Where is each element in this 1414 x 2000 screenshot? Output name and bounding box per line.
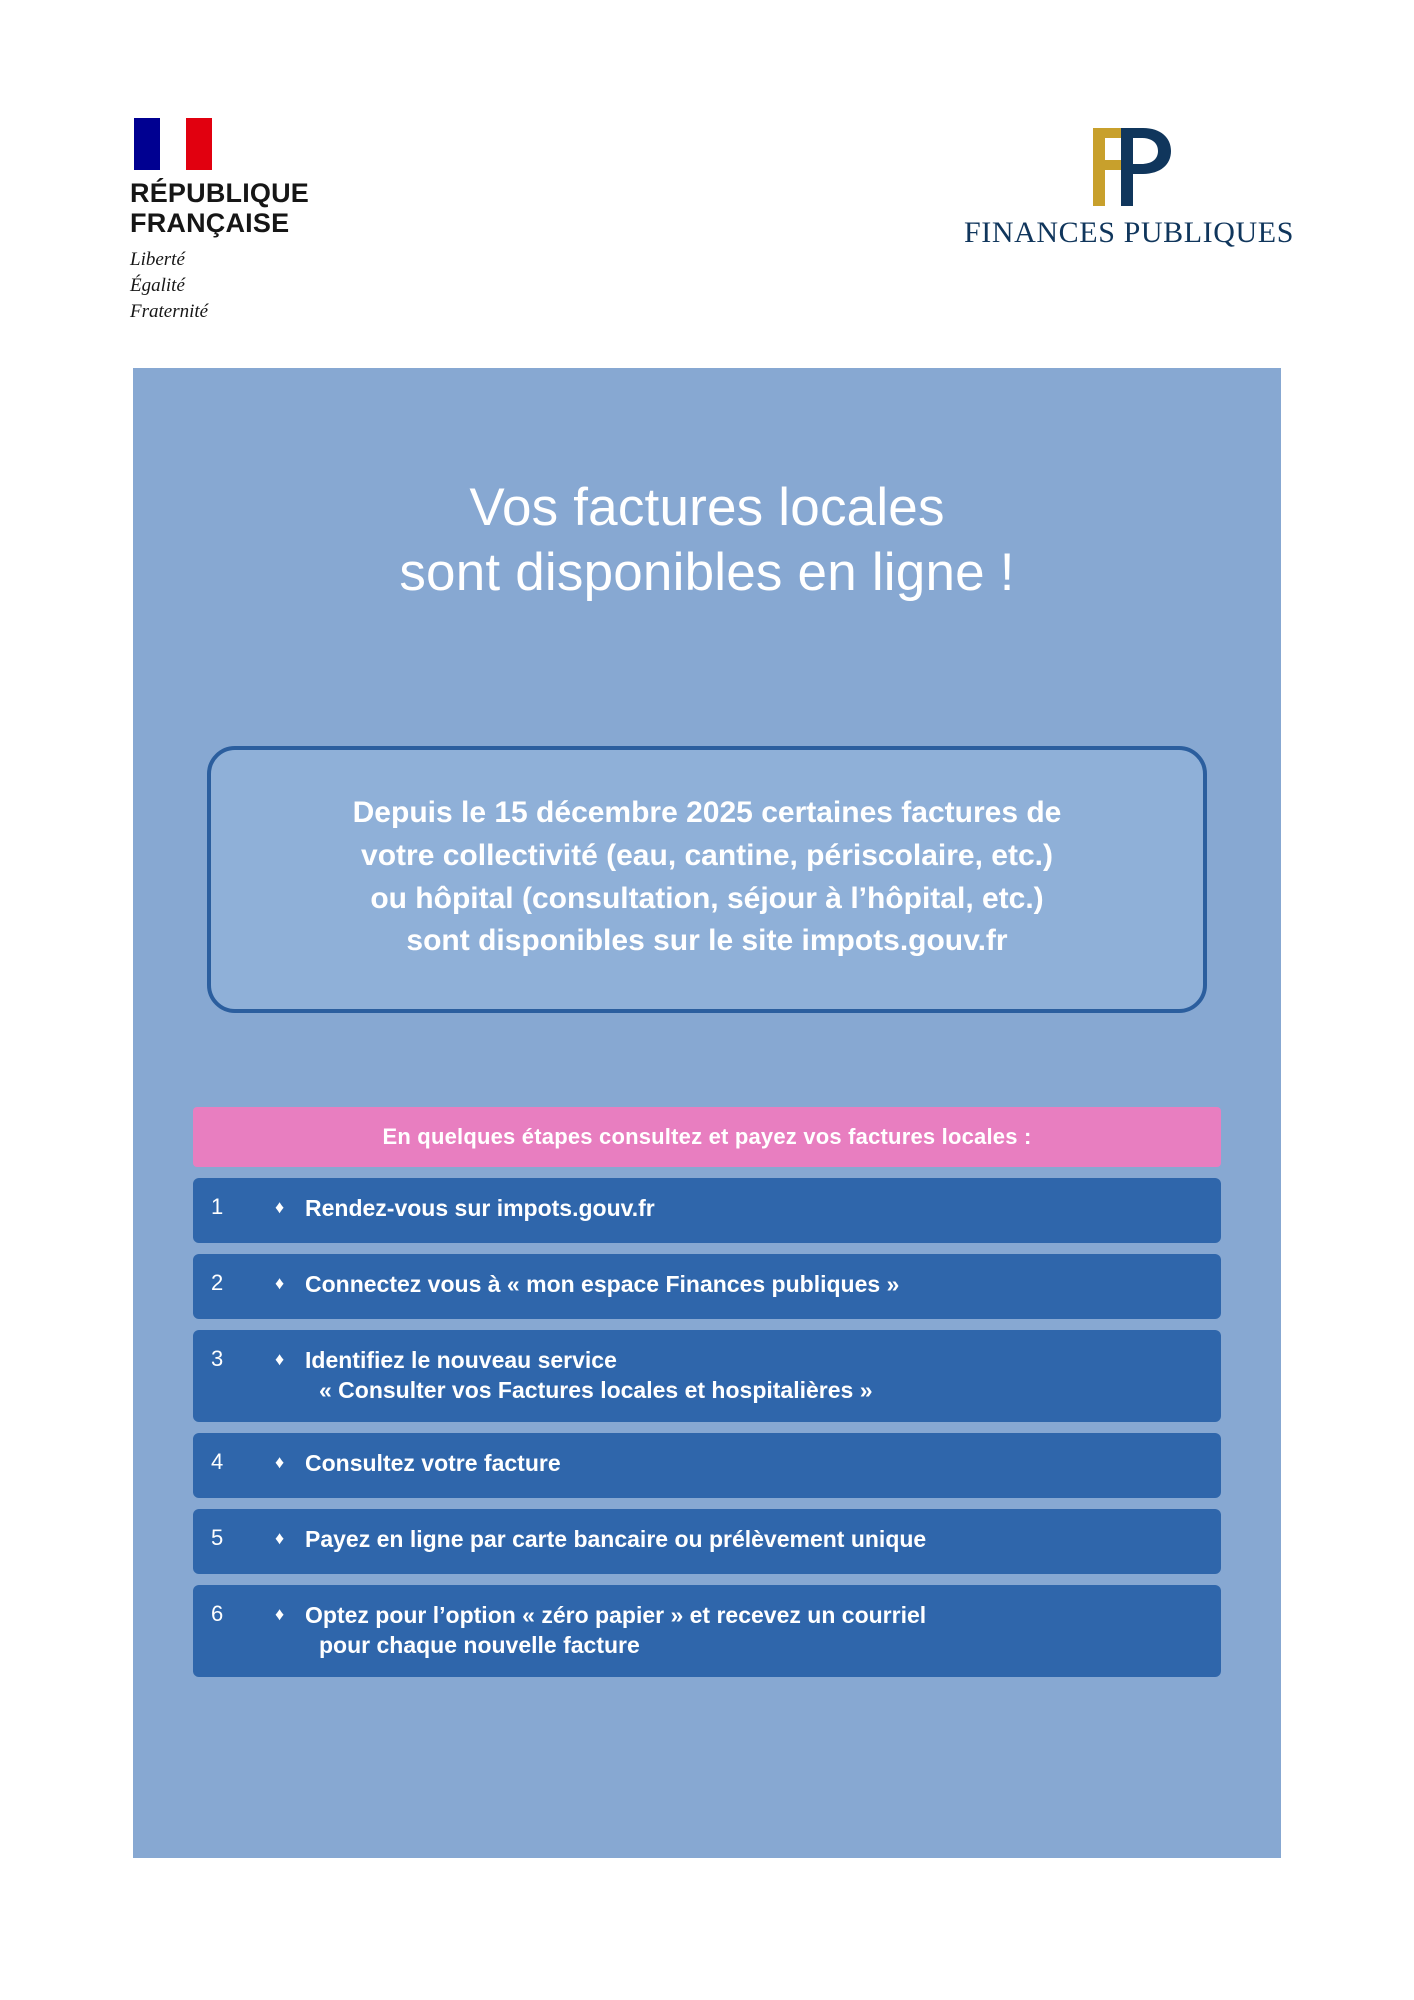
step-number: 1 bbox=[211, 1193, 224, 1219]
step-row bbox=[193, 1585, 1221, 1677]
step-text bbox=[297, 1524, 1203, 1555]
diamond-bullet-icon: ♦ bbox=[275, 1196, 285, 1217]
motto-line-1: Liberté bbox=[130, 249, 185, 271]
diamond-bullet-icon: ♦ bbox=[275, 1527, 285, 1548]
callout-line-4: sont disponibles sur le site impots.gouv.fr bbox=[406, 924, 1008, 958]
step-row bbox=[193, 1254, 1221, 1319]
page-title bbox=[133, 476, 1281, 605]
callout-line-2: votre collectivité (eau, cantine, périscolaire, etc.) bbox=[361, 838, 1053, 872]
step-text-line-1: Optez pour l’option « zéro papier » et recevez un courriel bbox=[305, 1601, 927, 1628]
callout-line-1: Depuis le 15 décembre 2025 certaines factures de bbox=[352, 796, 1062, 830]
step-row bbox=[193, 1433, 1221, 1498]
step-text-line-1: Consultez votre facture bbox=[305, 1449, 561, 1476]
step-row bbox=[193, 1330, 1221, 1422]
step-text bbox=[297, 1448, 1203, 1479]
step-text bbox=[297, 1345, 1203, 1406]
step-text-line-2: pour chaque nouvelle facture bbox=[319, 1632, 640, 1659]
finances-publiques-monogram-icon bbox=[1069, 120, 1179, 212]
diamond-bullet-icon: ♦ bbox=[275, 1348, 285, 1369]
french-flag-icon bbox=[134, 118, 212, 170]
step-text-line-1: Connectez vous à « mon espace Finances publiques » bbox=[305, 1270, 900, 1297]
republique-francaise-title bbox=[130, 178, 390, 238]
step-number: 5 bbox=[211, 1524, 224, 1550]
step-text bbox=[297, 1269, 1203, 1300]
finances-publiques-name: FINANCES PUBLIQUES bbox=[964, 216, 1295, 249]
step-text-line-2: « Consulter vos Factures locales et hospitalières » bbox=[319, 1377, 873, 1404]
step-text bbox=[297, 1193, 1203, 1224]
finances-publiques-block bbox=[964, 120, 1295, 250]
poster-panel bbox=[133, 368, 1281, 1858]
document-header bbox=[0, 0, 1414, 360]
callout-line-3: ou hôpital (consultation, séjour à l’hôpital, etc.) bbox=[370, 881, 1044, 915]
motto-line-2: Égalité bbox=[130, 275, 185, 297]
diamond-bullet-icon: ♦ bbox=[275, 1272, 285, 1293]
page-title-line-2: sont disponibles en ligne ! bbox=[399, 542, 1015, 602]
steps-list bbox=[193, 1107, 1221, 1677]
callout-box bbox=[207, 746, 1207, 1012]
page-title-line-1: Vos factures locales bbox=[469, 478, 945, 537]
step-text-line-1: Identifiez le nouveau service bbox=[305, 1346, 617, 1373]
step-number: 3 bbox=[211, 1345, 224, 1371]
motto-line-3: Fraternité bbox=[130, 300, 209, 322]
step-text-line-1: Payez en ligne par carte bancaire ou prélèvement unique bbox=[305, 1525, 927, 1552]
rf-title-line-2: FRANÇAISE bbox=[130, 208, 290, 239]
republique-francaise-motto bbox=[130, 247, 390, 324]
republique-francaise-block bbox=[130, 118, 390, 324]
diamond-bullet-icon: ♦ bbox=[275, 1451, 285, 1472]
step-row bbox=[193, 1509, 1221, 1574]
step-text-line-1: Rendez-vous sur impots.gouv.fr bbox=[305, 1194, 655, 1221]
step-text bbox=[297, 1600, 1203, 1661]
step-row bbox=[193, 1178, 1221, 1243]
diamond-bullet-icon: ♦ bbox=[275, 1603, 285, 1624]
step-number: 2 bbox=[211, 1269, 224, 1295]
step-number: 6 bbox=[211, 1600, 224, 1626]
step-number: 4 bbox=[211, 1448, 224, 1474]
steps-heading: En quelques étapes consultez et payez vos factures locales : bbox=[193, 1107, 1221, 1167]
rf-title-line-1: RÉPUBLIQUE bbox=[130, 178, 310, 208]
